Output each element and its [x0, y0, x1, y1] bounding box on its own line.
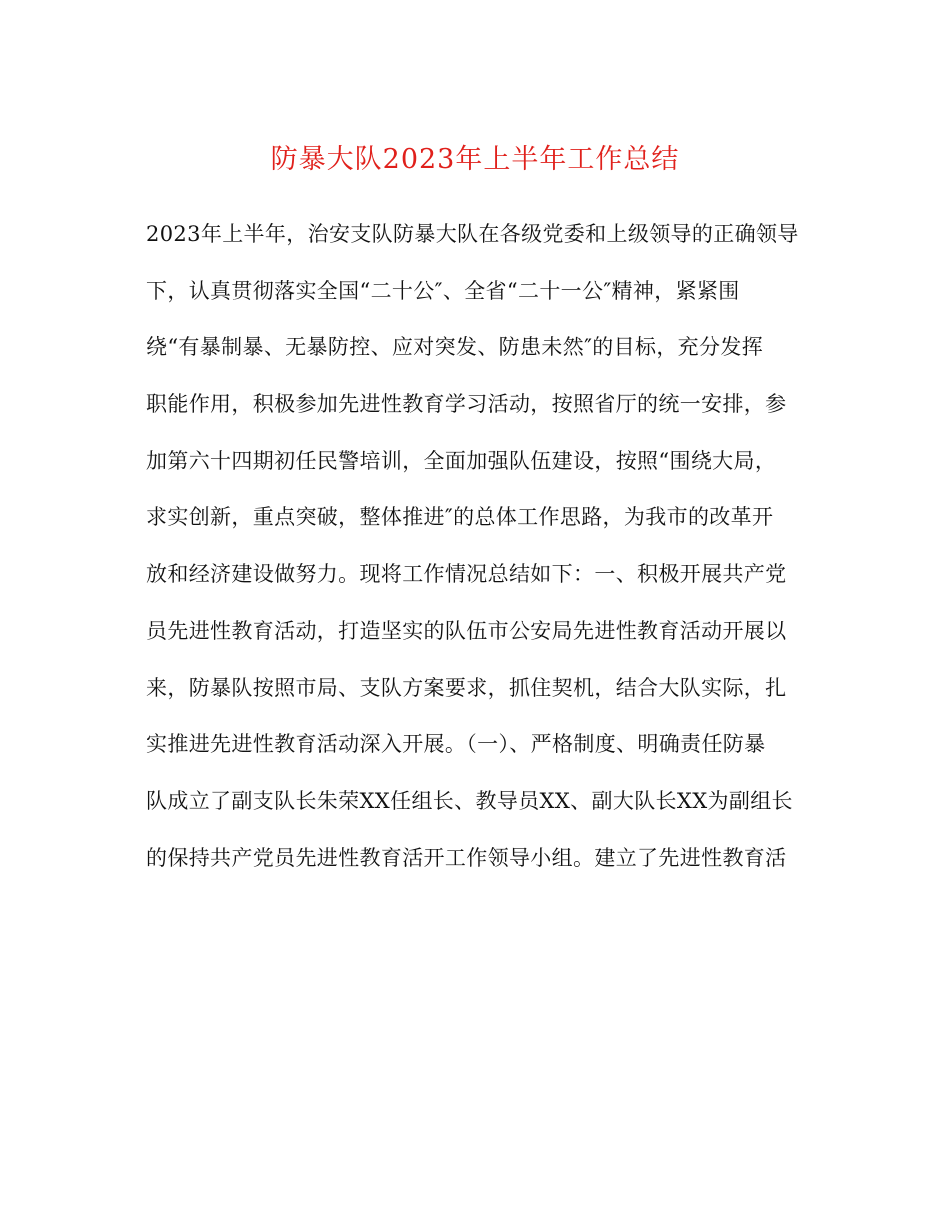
body-line: 放和经济建设做努力。现将工作情况总结如下：一、积极开展共产党: [146, 562, 787, 587]
body-line: 职能作用，积极参加先进性教育学习活动，按照省厅的统一安排，参: [146, 392, 787, 417]
body-line: 绕“有暴制暴、无暴防控、应对突发、防患未然″的目标，充分发挥: [146, 335, 764, 360]
document-body: [146, 218, 806, 898]
body-line: 员先进性教育活动，打造坚实的队伍市公安局先进性教育活动开展以: [146, 618, 787, 643]
document-title: 防暴大队2023年上半年工作总结: [270, 144, 680, 175]
body-line: 的保持共产党员先进性教育活开工作领导小组。建立了先进性教育活: [146, 845, 787, 870]
body-line: 下，认真贯彻落实全国“二十公″、全省“二十一公″精神，紧紧围: [146, 278, 740, 303]
body-line: 求实创新，重点突破，整体推进″的总体工作思路，为我市的改革开: [146, 505, 774, 530]
body-line: 来，防暴队按照市局、支队方案要求，抓住契机，结合大队实际，扎: [146, 675, 787, 700]
body-line: 加第六十四期初任民警培训，全面加强队伍建设，按照“围绕大局，: [146, 448, 777, 473]
body-line: 2023年上半年，治安支队防暴大队在各级党委和上级领导的正确领导: [146, 222, 799, 246]
body-line: 队成立了副支队长朱荣XX任组长、教导员XX、副大队长XX为副组长: [146, 788, 793, 813]
body-line: 实推进先进性教育活动深入开展。（一）、严格制度、明确责任防暴: [146, 732, 766, 757]
